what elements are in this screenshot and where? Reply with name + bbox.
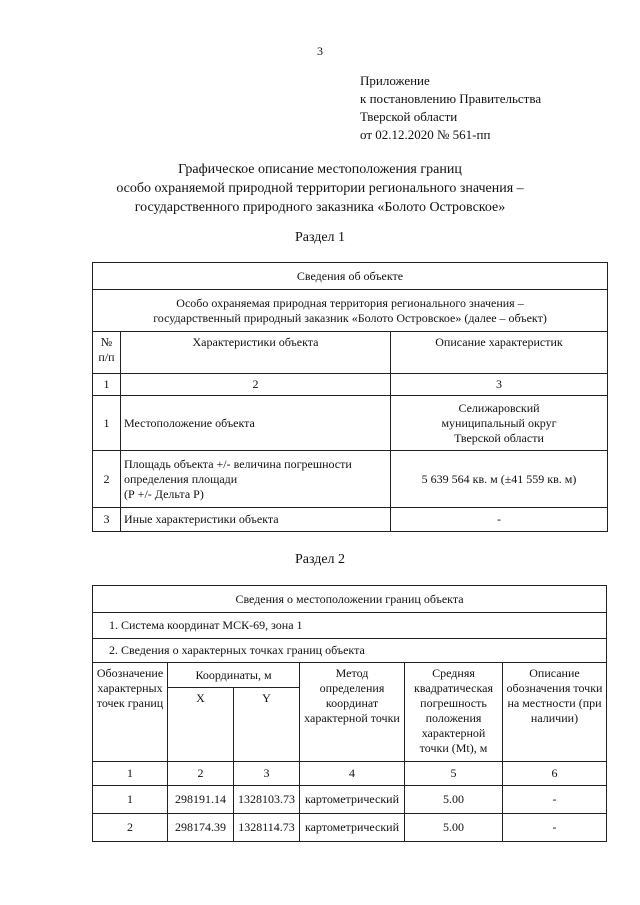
page-number: 3 bbox=[317, 44, 323, 58]
index-row bbox=[93, 374, 608, 396]
index-row bbox=[93, 762, 607, 786]
header-method: Метод определения координат характерной точки bbox=[300, 663, 405, 762]
header-designation: Обозначение характерных точек границ bbox=[93, 663, 168, 762]
object-name-line: государственный природный заказник «Болото Островское» (далее – объект) bbox=[153, 310, 547, 325]
object-info-table bbox=[92, 262, 608, 532]
header-point-description: Описание обозначения точки на местности (при наличии) bbox=[503, 663, 607, 762]
table-title: Сведения об объекте bbox=[93, 263, 608, 290]
appendix-block bbox=[360, 72, 541, 144]
description-line: муниципальный округ bbox=[441, 415, 557, 430]
row-characteristic bbox=[121, 451, 391, 508]
index-cell: 4 bbox=[300, 762, 405, 786]
index-cell: 6 bbox=[503, 762, 607, 786]
index-cell: 2 bbox=[168, 762, 234, 786]
description-line: Селижаровский bbox=[458, 400, 540, 415]
table-row bbox=[93, 451, 608, 508]
characteristic-line: (Р +/- Дельта Р) bbox=[124, 486, 204, 501]
point-y: 1328114.73 bbox=[234, 814, 300, 842]
object-name-line: Особо охраняемая природная территория регионального значения – bbox=[176, 295, 524, 310]
section-2-heading: Раздел 2 bbox=[294, 552, 346, 567]
row-characteristic: Местоположение объекта bbox=[121, 396, 391, 451]
document-title bbox=[0, 160, 640, 217]
header-error: Средняя квадратическая погрешность положения характерной точки (Mt), м bbox=[405, 663, 503, 762]
row-characteristic: Иные характеристики объекта bbox=[121, 508, 391, 532]
characteristic-line: определения площади bbox=[124, 471, 238, 486]
row-num: 1 bbox=[93, 396, 121, 451]
index-cell: 1 bbox=[93, 762, 168, 786]
row-description: 5 639 564 кв. м (±41 559 кв. м) bbox=[391, 451, 608, 508]
header-num: № п/п bbox=[93, 332, 121, 374]
row-num: 2 bbox=[93, 451, 121, 508]
header-characteristics: Характеристики объекта bbox=[121, 332, 391, 374]
table-row bbox=[93, 814, 607, 842]
point-error: 5.00 bbox=[405, 814, 503, 842]
section-1-heading: Раздел 1 bbox=[294, 230, 346, 245]
appendix-line: от 02.12.2020 № 561-пп bbox=[360, 127, 491, 142]
title-line: особо охраняемой природной территории регионального значения – bbox=[116, 181, 524, 196]
boundary-points-table bbox=[92, 585, 607, 842]
table-row bbox=[93, 786, 607, 814]
index-cell: 1 bbox=[93, 374, 121, 396]
object-name bbox=[93, 290, 608, 332]
point-description: - bbox=[503, 786, 607, 814]
table-row bbox=[93, 396, 608, 451]
row-description bbox=[391, 396, 608, 451]
point-id: 2 bbox=[93, 814, 168, 842]
appendix-line: Приложение bbox=[360, 73, 430, 88]
point-description: - bbox=[503, 814, 607, 842]
table-title: Сведения о местоположении границ объекта bbox=[93, 586, 607, 613]
index-cell: 5 bbox=[405, 762, 503, 786]
description-line: Тверской области bbox=[454, 430, 544, 445]
title-line: государственного природного заказника «Болото Островское» bbox=[134, 200, 506, 215]
index-cell: 2 bbox=[121, 374, 391, 396]
row-description: - bbox=[391, 508, 608, 532]
title-line: Графическое описание местоположения границ bbox=[178, 162, 462, 177]
points-section-title: 2. Сведения о характерных точках границ объекта bbox=[93, 639, 607, 663]
point-x: 298174.39 bbox=[168, 814, 234, 842]
index-cell: 3 bbox=[234, 762, 300, 786]
table-row bbox=[93, 508, 608, 532]
point-id: 1 bbox=[93, 786, 168, 814]
appendix-line: Тверской области bbox=[360, 109, 458, 124]
header-coordinates: Координаты, м bbox=[168, 663, 300, 688]
index-cell: 3 bbox=[391, 374, 608, 396]
characteristic-line: Площадь объекта +/- величина погрешности bbox=[124, 456, 352, 471]
header-y: Y bbox=[234, 688, 300, 762]
point-method: картометрический bbox=[300, 814, 405, 842]
point-y: 1328103.73 bbox=[234, 786, 300, 814]
point-error: 5.00 bbox=[405, 786, 503, 814]
point-method: картометрический bbox=[300, 786, 405, 814]
appendix-line: к постановлению Правительства bbox=[360, 91, 542, 106]
coordinate-system: 1. Система координат МСК-69, зона 1 bbox=[93, 613, 607, 639]
point-x: 298191.14 bbox=[168, 786, 234, 814]
row-num: 3 bbox=[93, 508, 121, 532]
header-x: X bbox=[168, 688, 234, 762]
header-description: Описание характеристик bbox=[391, 332, 608, 374]
